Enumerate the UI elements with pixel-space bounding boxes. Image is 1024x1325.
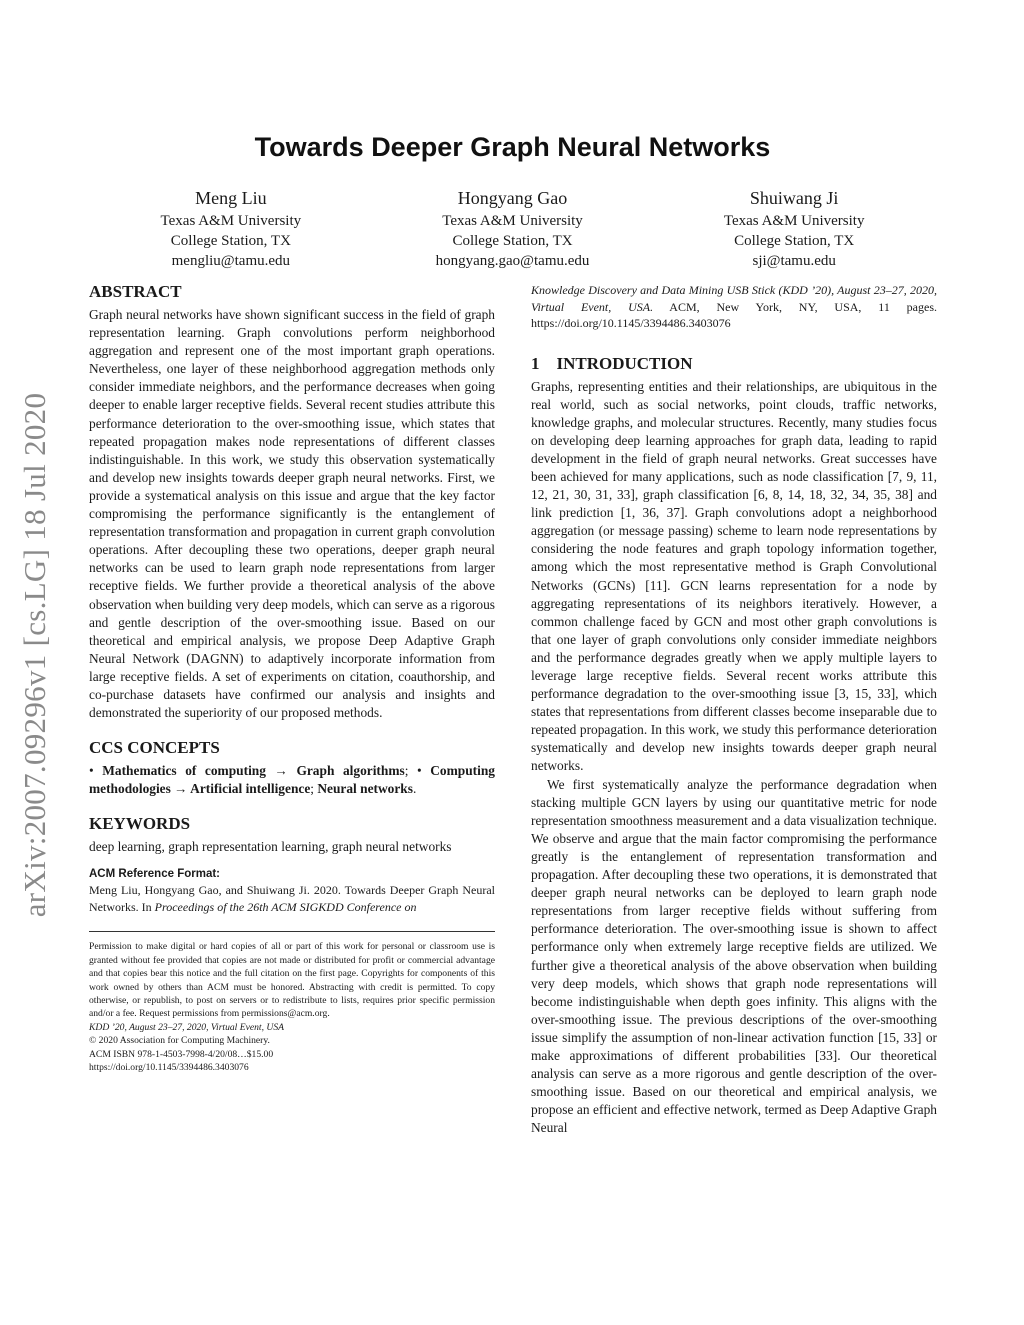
intro-paragraph-1: Graphs, representing entities and their relationships, are ubiquitous in the real world, such as social networks, point clouds, traffic networks, knowledge graphs, and molecular structures. Recently, many studies focus on developing deep learning approaches for graph data, leading to rapid development in the field of graph neural networks. Great successes have been achieved for many applications, such as node classification [7, 9, 11, 12, 21, 30, 31, 33], graph classification [6, 8, 14, 18, 32, 34, 35, 38] and link prediction [1, 36, 37]. Graph convolutions adopt a neighborhood aggregation (or message passing) scheme to learn node representations by considering the node features and graph topology information together, among which the most representative method is Graph Convolutional Networks (GCNs) [11]. GCN learns representation for a node by aggregating representations of its neighbors iteratively. However, a common challenge faced by GCN and most other graph convolutions is that one layer of graph convolutions only consider immediate neighbors and the performance degrades greatly when we apply multiple layers to leverage large receptive fields. Several recent works attribute this performance degradation to the over-smoothing issue [3, 15, 33], which states that representations from different classes become inseparable due to repeated propagation. In this work, we study this performance deterioration systematically and develop new insights towards deeper graph neural networks.: [531, 378, 937, 774]
author-email[interactable]: hongyang.gao@tamu.edu: [435, 253, 590, 269]
abstract-heading: ABSTRACT: [89, 282, 182, 301]
author-email[interactable]: sji@tamu.edu: [752, 253, 836, 269]
ccs-heading: CCS CONCEPTS: [89, 738, 220, 758]
right-column: [531, 282, 937, 1137]
ccs-concepts: [89, 762, 495, 798]
permission-notice: Permission to make digital or hard copies of all or part of this work for personal or classroom use is granted without fee provided that copies are not made or distributed for profit or commercial advantage and that copies bear this notice and the full citation on the first page. Copyrights for components of this work owned by others than ACM must be honored. Abstracting with credit is permitted. To copy otherwise, or republish, to post on servers or to redistribute to lists, requires prior specific permission and/or a fee. Request permissions from permissions@acm.org.: [89, 941, 495, 1020]
isbn-line: ACM ISBN 978-1-4503-7998-4/20/08…$15.00: [89, 1048, 274, 1060]
author-affiliation: Texas A&M University: [160, 213, 302, 229]
footnote-divider: [89, 931, 495, 932]
author-name: Hongyang Gao: [457, 188, 568, 208]
ccs-end: .: [412, 781, 417, 797]
keywords-heading: KEYWORDS: [89, 814, 191, 834]
author-location: College Station, TX: [170, 233, 291, 249]
author-3: [653, 186, 935, 271]
abstract-text: Graph neural networks have shown significant success in the field of graph representation learning. Graph convolutions perform neighborhood aggregation and represent one of the most important graph operations. Nevertheless, one layer of these neighborhood aggregation methods only consider immediate neighbors, and the performance decreases when going deeper to enable larger receptive fields. Several recent studies attribute this performance deterioration to the over-smoothing issue, which states that repeated propagation makes node representations of different classes indistinguishable. In this work, we study this observation systematically and develop new insights towards deeper graph neural networks. First, we provide a systematical analysis on this issue and argue that the key factor compromising the performance significantly is the entanglement of representation transformation and propagation in current graph convolution operations. After decoupling these two operations, deeper graph neural networks can be used to learn graph node representations from larger receptive fields. We further provide a theoretical analysis of the above observation when building very deep models, which can serve as a rigorous and gentle description of the over-smoothing issue. Based on our theoretical and empirical analysis, we propose Deep Adaptive Graph Neural Network (DAGNN) to adaptively incorporate information from large receptive fields. A set of experiments on citation, coauthorship, and co-purchase datasets have confirmed our analysis and insights and demonstrated the superiority of our proposed methods.: [89, 307, 495, 721]
acm-ref-plain: Meng Liu, Hongyang Gao, and Shuiwang Ji. 2020. Towards Deeper Graph Neural Networks. In: [89, 883, 495, 914]
acm-ref-tail: ACM, New York, NY, USA, 11 pages. https://doi.org/10.1145/3394486.3403076: [531, 299, 937, 330]
arxiv-stamp: arXiv:2007.09296v1 [cs.LG] 18 Jul 2020: [17, 392, 52, 918]
author-name: Shuiwang Ji: [749, 188, 839, 208]
acm-ref-proceedings: Proceedings of the 26th ACM SIGKDD Conference on: [154, 899, 417, 914]
author-location: College Station, TX: [734, 233, 855, 249]
acm-ref-text: [89, 882, 495, 915]
introduction-heading: 1 INTRODUCTION: [531, 353, 693, 373]
acm-ref-continuation: [531, 282, 937, 332]
author-1: [90, 186, 372, 271]
paper-title: Towards Deeper Graph Neural Networks: [254, 132, 771, 162]
author-name: Meng Liu: [195, 188, 267, 208]
ccs-bullet: •: [89, 763, 103, 779]
author-block: [90, 186, 935, 271]
acm-ref-proceedings-cont: Knowledge Discovery and Data Mining USB Stick (KDD ’20), August 23–27, 2020, Virtual Event, USA.: [531, 283, 937, 314]
intro-paragraph-2: We first systematically analyze the performance degradation when stacking multiple GCN layers by using our quantitative metric for node representation smoothness measurement and a data visualization technique. We observe and argue that the main factor compromising the performance greatly is the entanglement of representation transformation and propagation. After decoupling these two operations, it is demonstrated that deeper graph neural networks can be deployed to learn graph node representations from larger receptive fields without suffering from performance deterioration. The over-smoothing issue is shown to affect performance only when extremely large receptive fields are utilized. We further give a theoretical analysis of the above observation when building very deep models, which shows that graph node representations will become indistinguishable when depth goes infinity. This aligns with the over-smoothing issue. The previous descriptions of the over-smoothing issue simplify the assumption of non-linear activation function [15, 33] or make approximations of different probabilities [33]. Our theoretical analysis can serve as a more rigorous and gentle description of the over-smoothing issue. Based on our theoretical and empirical analysis, we propose an efficient and effective network, termed as Deep Adaptive Graph Neural: [531, 776, 937, 1136]
author-location: College Station, TX: [452, 233, 573, 249]
left-column: [89, 282, 495, 1075]
ccs-item: Mathematics of computing → Graph algorithms: [102, 763, 405, 779]
ccs-separator: ; •: [404, 763, 431, 779]
conference-line: KDD ’20, August 23–27, 2020, Virtual Event, USA: [89, 1021, 284, 1033]
author-affiliation: Texas A&M University: [442, 213, 583, 229]
ccs-separator: ;: [310, 781, 318, 797]
author-email[interactable]: mengliu@tamu.edu: [171, 253, 291, 269]
author-affiliation: Texas A&M University: [723, 213, 865, 229]
ccs-item: Computing methodologies → Artificial intelligence: [89, 763, 495, 797]
copyright-line: © 2020 Association for Computing Machinery.: [89, 1035, 270, 1047]
acm-ref-heading: ACM Reference Format:: [89, 868, 220, 881]
ccs-item: Neural networks: [317, 781, 413, 797]
keywords-text: deep learning, graph representation learning, graph neural networks: [89, 839, 452, 855]
author-2: [372, 186, 654, 271]
doi-link[interactable]: https://doi.org/10.1145/3394486.3403076: [89, 1062, 249, 1074]
